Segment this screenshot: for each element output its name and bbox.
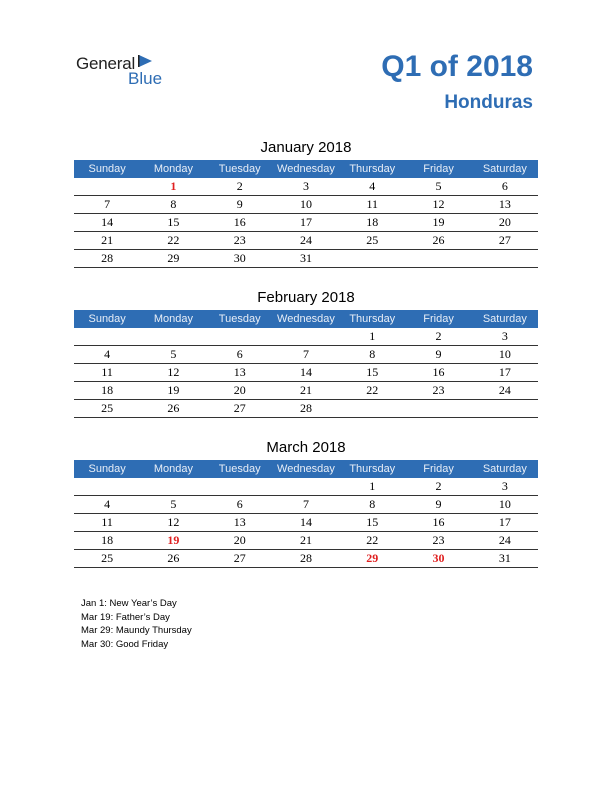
page-title: Q1 of 2018 xyxy=(381,50,533,83)
day-cell: 24 xyxy=(273,232,339,250)
month-grid xyxy=(74,310,538,418)
day-cell: 3 xyxy=(472,328,538,346)
day-cell: 19 xyxy=(140,382,206,400)
day-cell: 21 xyxy=(74,232,140,250)
day-cell: 17 xyxy=(472,364,538,382)
day-cell: 21 xyxy=(273,532,339,550)
day-cell: 22 xyxy=(339,532,405,550)
week-row xyxy=(74,496,538,514)
weekday-header: Sunday xyxy=(74,460,140,478)
day-cell xyxy=(140,328,206,346)
day-cell: 26 xyxy=(140,400,206,418)
week-row xyxy=(74,514,538,532)
weekday-header: Thursday xyxy=(339,310,405,328)
day-cell xyxy=(405,250,471,268)
day-cell: 23 xyxy=(405,382,471,400)
day-cell: 7 xyxy=(273,496,339,514)
day-cell: 16 xyxy=(207,214,273,232)
day-cell: 13 xyxy=(207,364,273,382)
day-cell: 9 xyxy=(405,346,471,364)
day-cell: 28 xyxy=(273,550,339,568)
month-title: January 2018 xyxy=(260,139,352,156)
holiday-day-cell: 30 xyxy=(405,550,471,568)
day-cell: 18 xyxy=(74,532,140,550)
weekday-header: Tuesday xyxy=(207,160,273,178)
holiday-note: Mar 19: Father’s Day xyxy=(81,611,170,623)
day-cell xyxy=(339,400,405,418)
day-cell: 8 xyxy=(339,496,405,514)
day-cell: 26 xyxy=(140,550,206,568)
day-cell: 26 xyxy=(405,232,471,250)
weekday-header: Wednesday xyxy=(273,310,339,328)
day-cell: 23 xyxy=(207,232,273,250)
weekday-header: Tuesday xyxy=(207,310,273,328)
day-cell: 9 xyxy=(405,496,471,514)
weekday-header: Monday xyxy=(140,310,206,328)
week-row xyxy=(74,346,538,364)
day-cell: 16 xyxy=(405,364,471,382)
day-cell: 28 xyxy=(74,250,140,268)
week-row xyxy=(74,328,538,346)
day-cell xyxy=(472,400,538,418)
day-cell: 11 xyxy=(74,514,140,532)
holiday-day-cell: 19 xyxy=(140,532,206,550)
month-title: March 2018 xyxy=(266,439,346,456)
day-cell: 2 xyxy=(405,478,471,496)
day-cell: 1 xyxy=(339,328,405,346)
day-cell xyxy=(273,328,339,346)
day-cell: 18 xyxy=(339,214,405,232)
day-cell: 13 xyxy=(472,196,538,214)
day-cell xyxy=(74,178,140,196)
day-cell xyxy=(74,478,140,496)
day-cell: 5 xyxy=(140,346,206,364)
logo-blue-text: Blue xyxy=(128,69,163,88)
day-cell: 8 xyxy=(339,346,405,364)
day-cell: 6 xyxy=(207,496,273,514)
day-cell: 7 xyxy=(273,346,339,364)
day-cell: 31 xyxy=(273,250,339,268)
weekday-header: Friday xyxy=(405,310,471,328)
day-cell: 17 xyxy=(273,214,339,232)
month-grid xyxy=(74,460,538,568)
day-cell: 14 xyxy=(273,514,339,532)
country-name: Honduras xyxy=(444,92,533,113)
day-cell: 6 xyxy=(207,346,273,364)
weekday-header: Thursday xyxy=(339,460,405,478)
day-cell: 15 xyxy=(339,514,405,532)
week-row xyxy=(74,400,538,418)
day-cell: 2 xyxy=(405,328,471,346)
holiday-day-cell: 29 xyxy=(339,550,405,568)
weekday-header: Saturday xyxy=(472,310,538,328)
day-cell: 27 xyxy=(207,400,273,418)
day-cell: 4 xyxy=(74,496,140,514)
day-cell: 4 xyxy=(74,346,140,364)
day-cell: 19 xyxy=(405,214,471,232)
holiday-note: Mar 30: Good Friday xyxy=(81,638,169,650)
month-title: February 2018 xyxy=(257,289,355,306)
day-cell: 10 xyxy=(273,196,339,214)
month-calendar xyxy=(74,437,538,568)
weekday-header: Thursday xyxy=(339,160,405,178)
day-cell xyxy=(140,478,206,496)
week-row xyxy=(74,478,538,496)
day-cell: 1 xyxy=(339,478,405,496)
day-cell: 22 xyxy=(339,382,405,400)
day-cell: 20 xyxy=(207,532,273,550)
weekday-header: Friday xyxy=(405,160,471,178)
weekday-header: Wednesday xyxy=(273,160,339,178)
weekday-header: Tuesday xyxy=(207,460,273,478)
month-calendar xyxy=(74,137,538,268)
holiday-note: Jan 1: New Year’s Day xyxy=(81,598,177,609)
day-cell: 15 xyxy=(140,214,206,232)
day-cell: 12 xyxy=(140,514,206,532)
day-cell: 16 xyxy=(405,514,471,532)
day-cell: 11 xyxy=(74,364,140,382)
day-cell: 12 xyxy=(405,196,471,214)
day-cell: 25 xyxy=(74,400,140,418)
day-cell: 21 xyxy=(273,382,339,400)
week-row xyxy=(74,532,538,550)
weekday-header: Friday xyxy=(405,460,471,478)
day-cell: 10 xyxy=(472,346,538,364)
day-cell: 11 xyxy=(339,196,405,214)
day-cell xyxy=(405,400,471,418)
weekday-header: Sunday xyxy=(74,160,140,178)
day-cell: 22 xyxy=(140,232,206,250)
day-cell xyxy=(339,250,405,268)
day-cell: 14 xyxy=(74,214,140,232)
day-cell: 7 xyxy=(74,196,140,214)
week-row xyxy=(74,214,538,232)
day-cell: 24 xyxy=(472,382,538,400)
month-calendar xyxy=(74,287,538,418)
logo-flag-icon xyxy=(138,55,152,67)
logo-general-text: General xyxy=(76,54,136,73)
weekday-header: Saturday xyxy=(472,160,538,178)
day-cell: 17 xyxy=(472,514,538,532)
day-cell: 3 xyxy=(472,478,538,496)
day-cell: 10 xyxy=(472,496,538,514)
week-row xyxy=(74,382,538,400)
day-cell xyxy=(472,250,538,268)
weekday-header: Monday xyxy=(140,160,206,178)
day-cell: 2 xyxy=(207,178,273,196)
day-cell: 29 xyxy=(140,250,206,268)
holiday-note: Mar 29: Maundy Thursday xyxy=(81,625,192,636)
day-cell: 5 xyxy=(140,496,206,514)
day-cell: 13 xyxy=(207,514,273,532)
day-cell: 14 xyxy=(273,364,339,382)
day-cell: 12 xyxy=(140,364,206,382)
holiday-day-cell: 1 xyxy=(140,178,206,196)
day-cell xyxy=(207,478,273,496)
generalblue-logo xyxy=(76,54,176,88)
day-cell: 3 xyxy=(273,178,339,196)
day-cell: 20 xyxy=(472,214,538,232)
day-cell: 15 xyxy=(339,364,405,382)
week-row xyxy=(74,550,538,568)
day-cell: 5 xyxy=(405,178,471,196)
day-cell: 9 xyxy=(207,196,273,214)
day-cell: 30 xyxy=(207,250,273,268)
week-row xyxy=(74,250,538,268)
day-cell: 25 xyxy=(74,550,140,568)
day-cell xyxy=(207,328,273,346)
week-row xyxy=(74,364,538,382)
day-cell: 23 xyxy=(405,532,471,550)
day-cell xyxy=(74,328,140,346)
weekday-header: Saturday xyxy=(472,460,538,478)
day-cell: 27 xyxy=(207,550,273,568)
weekday-header: Sunday xyxy=(74,310,140,328)
week-row xyxy=(74,196,538,214)
day-cell: 28 xyxy=(273,400,339,418)
day-cell: 25 xyxy=(339,232,405,250)
day-cell: 18 xyxy=(74,382,140,400)
month-grid xyxy=(74,160,538,268)
day-cell: 24 xyxy=(472,532,538,550)
holiday-notes xyxy=(81,597,192,651)
day-cell: 27 xyxy=(472,232,538,250)
day-cell: 6 xyxy=(472,178,538,196)
day-cell xyxy=(273,478,339,496)
day-cell: 8 xyxy=(140,196,206,214)
weekday-header: Monday xyxy=(140,460,206,478)
week-row xyxy=(74,178,538,196)
day-cell: 31 xyxy=(472,550,538,568)
week-row xyxy=(74,232,538,250)
day-cell: 4 xyxy=(339,178,405,196)
weekday-header: Wednesday xyxy=(273,460,339,478)
day-cell: 20 xyxy=(207,382,273,400)
